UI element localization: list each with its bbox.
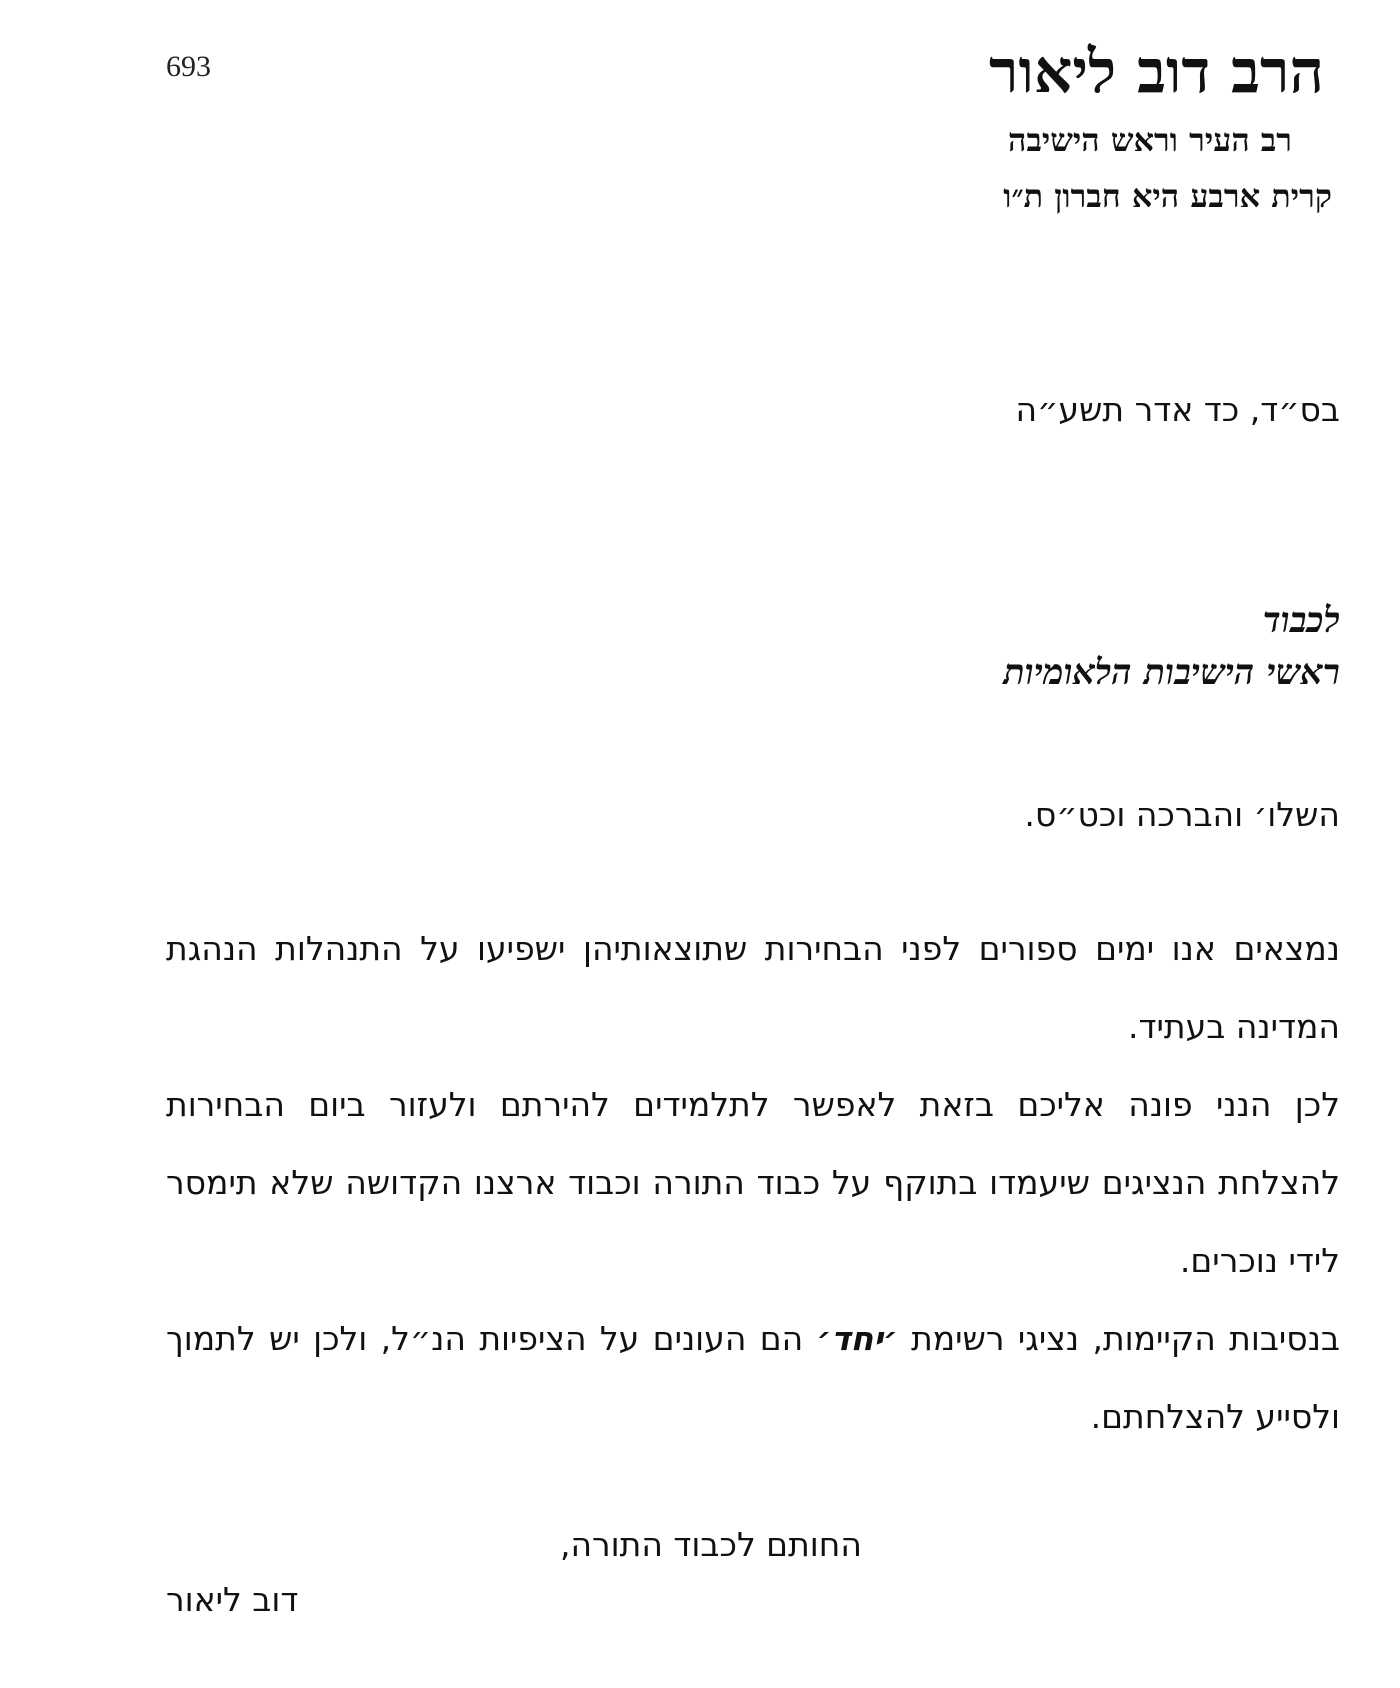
signature: דוב ליאור: [166, 1580, 299, 1619]
addressee-line-2: ראשי הישיבות הלאומיות: [1003, 652, 1340, 693]
body-paragraph-2: לכן הנני פונה אליכם בזאת לאפשר לתלמידים להירתם ולעזור ביום הבחירות להצלחת הנציגים שיעמדו בתוקף על כבוד התורה וכבוד ארצנו הקדושה שלא תימסר לידי נוכרים.: [166, 1085, 1340, 1280]
page-number: 693: [166, 50, 211, 83]
addressee: [1003, 595, 1340, 699]
letterhead-name: הרב דוב ליאור: [989, 37, 1324, 107]
closing-line: החותם לכבוד התורה,: [560, 1525, 862, 1564]
list-name-emphasis: ׳יחד׳: [816, 1319, 898, 1358]
letterhead-title: רב העיר וראש הישיבה: [1008, 121, 1292, 159]
body-paragraph-1: נמצאים אנו ימים ספורים לפני הבחירות שתוצאותיהן ישפיעו על התנהלות הנהגת המדינה בעתיד.: [166, 929, 1340, 1046]
body-paragraph-3-end: הם העונים על הציפיות הנ״ל, ולכן יש לתמוך ולסייע להצלחתם.: [166, 1319, 1340, 1436]
addressee-line-1: לכבוד: [1262, 600, 1340, 641]
body-paragraph-3-start: בנסיבות הקיימות, נציגי רשימת: [897, 1319, 1340, 1358]
letterhead: [432, 32, 1332, 224]
letterhead-location: קרית ארבע היא חברון ת״ו: [1003, 177, 1332, 215]
letter-body: [166, 910, 1340, 1456]
greeting: השלו׳ והברכה וכט״ס.: [1024, 795, 1340, 834]
body-paragraph-3: [166, 1300, 1340, 1456]
letter-date: בס״ד, כד אדר תשע״ה: [1015, 390, 1340, 429]
